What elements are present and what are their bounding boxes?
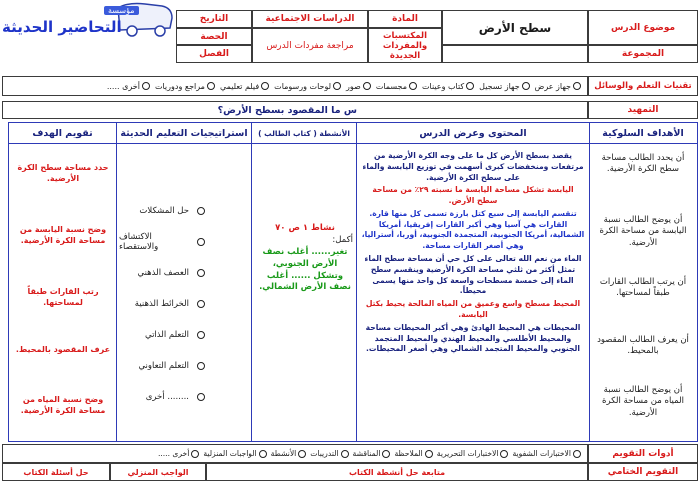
homework-label: الواجب المنزلي (110, 463, 206, 481)
period-label: الحصة (176, 28, 252, 45)
checkbox-option[interactable] (437, 449, 511, 458)
bullet-circle-icon[interactable] (197, 331, 205, 339)
class-label: الفصل (176, 45, 252, 63)
strategy-label: التعلم الذاتي (144, 329, 189, 340)
option-label: جهاز عرض (534, 81, 571, 91)
option-label: الاختبارات الشفوية (512, 449, 571, 458)
group-label: المجموعة (588, 45, 698, 63)
content-p5: المحيط مسطح واسع وعميق من المياه المالحة يحيط بكتل اليابسة. (365, 299, 581, 319)
activity-instruction: أكمل: (332, 234, 353, 245)
radio-circle-icon[interactable] (142, 82, 150, 90)
radio-circle-icon[interactable] (298, 450, 306, 458)
radio-circle-icon[interactable] (573, 82, 581, 90)
strategy-item[interactable] (119, 319, 247, 350)
assessment-item: وضح نسبة اليابسة من مساحة الكرة الأرضية. (19, 225, 107, 245)
option-label: أخرى ..... (106, 81, 140, 91)
strategy-item[interactable] (119, 350, 247, 381)
objective-item: أن يوضح الطالب نسبة اليابسة من مساحة الكرة الأرضية. (599, 215, 687, 248)
radio-circle-icon[interactable] (341, 450, 349, 458)
bullet-circle-icon[interactable] (197, 207, 205, 215)
objective-item: أن يحدد الطالب مساحة سطح الكرة الأرضية. (601, 153, 685, 175)
radio-circle-icon[interactable] (259, 450, 267, 458)
checkbox-option[interactable] (220, 82, 271, 91)
checkbox-option[interactable] (535, 82, 583, 91)
strategy-item[interactable] (119, 257, 247, 288)
subject-label: المادة (368, 10, 442, 28)
content-p1: يقصد بسطح الأرض كل ما على وجه الكرة الأرضية من مرتفعات ومنخفضات كبرى أسهمت في توزيع اليابسة والماء على سطح الكرة الأرضية. (362, 151, 584, 182)
checkbox-option[interactable] (274, 82, 343, 91)
objective-item: أن يعرف الطالب المقصود بالمحيط. (597, 335, 689, 357)
option-label: كتاب وعينات (422, 81, 465, 91)
option-label: التدريبات (310, 449, 339, 458)
col-head-activities: الأنشطة ( كتاب الطالب ) (251, 123, 356, 143)
radio-circle-icon[interactable] (573, 450, 581, 458)
checkbox-option[interactable] (422, 82, 476, 91)
assessment-item: حدد مساحة سطح الكرة الأرضية. (17, 163, 109, 183)
evaluation-row (2, 444, 588, 463)
logo-top-text: مؤسسة (104, 6, 139, 15)
checkbox-option[interactable] (353, 449, 393, 458)
option-label: فيلم تعليمي (219, 81, 260, 91)
review-value: مراجعة مفردات الدرس (252, 28, 368, 63)
date-label: التاريخ (176, 10, 252, 28)
checkbox-option[interactable] (271, 449, 309, 458)
lesson-topic-label: موضوع الدرس (588, 10, 698, 45)
strategies-list (119, 195, 247, 412)
final-activity: متابعة حل أنشطة الكتاب (206, 463, 588, 481)
strategy-label: أخرى ........ (145, 391, 189, 402)
objective-item: أن يوضح الطالب نسبة المياه من مساحة الكرة الأرضية. (602, 385, 684, 418)
option-label: الواجبات المنزلية (203, 449, 257, 458)
option-label: المناقشة (352, 449, 381, 458)
radio-circle-icon[interactable] (382, 450, 390, 458)
lesson-title: سطح الأرض (442, 10, 588, 45)
content-p3: تنقسم اليابسة إلى سبع كتل بارزة تسمى كل منها قارة. القارات هي آسيا وهي أكبر القارات إفريقيا، أمريكا الشمالية، أمريكا الجنوبية، المتجمدة الجنوبية، أوربا، أستراليا، وهي أصغر القارات مساحة. (361, 208, 585, 251)
intro-label: التمهيد (588, 101, 698, 119)
assessment-list (13, 163, 113, 417)
checkbox-option[interactable] (158, 449, 201, 458)
tools-row (2, 76, 588, 96)
strategy-item[interactable] (119, 288, 247, 319)
logo (0, 0, 176, 42)
option-label: أخرى ..... (157, 449, 190, 458)
content-p6: المحيطات هي المحيط الهادئ وهي أكبر المحيطات مساحة والمحيط الأطلسي والمحيط الهندي والمحيط المتجمد الجنوبي والمحيط المتجمد الشمالي وهي أصغر المحيطات. (365, 322, 581, 354)
objective-item: أن يرتب الطالب القارات طبقاً لمساحتها. (599, 277, 687, 299)
radio-circle-icon[interactable] (191, 450, 199, 458)
homework-text: حل أسئلة الكتاب (2, 463, 110, 481)
assessment-item: وضح نسبة المياه من مساحة الكرة الأرضية. (20, 395, 106, 415)
col-head-objectives: الأهداف السلوكية (589, 123, 696, 143)
checkbox-option[interactable] (107, 82, 152, 91)
bullet-circle-icon[interactable] (197, 393, 205, 401)
checkbox-option[interactable] (394, 449, 434, 458)
strategy-item[interactable] (119, 381, 247, 412)
col-head-strategies: استراتيجيات التعليم الحديثة (116, 123, 251, 143)
radio-circle-icon[interactable] (207, 82, 215, 90)
bullet-circle-icon[interactable] (197, 269, 205, 277)
activity-ref: نشاط ١ ص ٧٠ (275, 223, 335, 233)
strategy-label: الاكتشاف والاستقصاء (119, 231, 159, 252)
assessment-item: عرف المقصود بالمحيط. (15, 345, 111, 354)
option-label: مجسمات (375, 81, 407, 91)
content-p4: الماء من نعم الله تعالى على كل حي أن مساحة سطح الماء تمثل أكثر من ثلثي مساحة الكرة الأرضية وينقسم سطح الماء إلى خمسة مسطحات واسعة كل واحد منها يسمى محيطاً. (364, 254, 582, 296)
checkbox-option[interactable] (346, 82, 373, 91)
radio-circle-icon[interactable] (425, 450, 433, 458)
strategy-label: التعلم التعاوني (138, 360, 189, 371)
option-label: جهاز تسجيل (479, 81, 520, 91)
checkbox-option[interactable] (512, 449, 583, 458)
bullet-circle-icon[interactable] (197, 300, 205, 308)
col-head-assessment: تقويم الهدف (32, 127, 93, 139)
radio-circle-icon[interactable] (333, 82, 341, 90)
strategy-item[interactable] (119, 226, 247, 257)
checkbox-option[interactable] (376, 82, 419, 91)
activity-text: تغير...... أغلب نصف الأرض الجنوبي، وتشكل ...... أغلب نصف الأرض الشمالي. (259, 246, 351, 293)
subject-value: الدراسات الاجتماعية (252, 10, 368, 28)
radio-circle-icon[interactable] (261, 82, 269, 90)
activities-block (257, 223, 353, 294)
tools-label: تقنيات التعلم والوسائل (588, 76, 698, 96)
checkbox-option[interactable] (479, 82, 531, 91)
strategy-label: الخرائط الذهنية (134, 298, 189, 309)
content-block (361, 151, 585, 355)
objectives-list (593, 153, 693, 419)
radio-circle-icon[interactable] (522, 82, 530, 90)
strategy-item[interactable] (119, 195, 247, 226)
option-label: الأنشطة (270, 449, 297, 458)
col-head-content: المحتوى وعرض الدرس (356, 123, 589, 143)
checkbox-option[interactable] (310, 449, 350, 458)
gains-label: المكتسبات والمفردات الجديدة (368, 28, 442, 63)
checkbox-option[interactable] (203, 449, 268, 458)
logo-main-text: التحاضير الحديثة (2, 18, 122, 36)
radio-circle-icon[interactable] (500, 450, 508, 458)
intro-row (2, 101, 588, 119)
content-p2: اليابسة تشكل مساحة اليابسة ما نسبته ٢٩٪ من مساحة سطح الأرض. (372, 185, 574, 206)
radio-circle-icon[interactable] (409, 82, 417, 90)
strategy-label: حل المشكلات (139, 205, 189, 216)
option-label: مراجع ودوريات (154, 81, 205, 91)
radio-circle-icon[interactable] (466, 82, 474, 90)
evaluation-label: أدوات التقويم (588, 444, 698, 463)
option-label: لوحات ورسومات (274, 81, 332, 91)
option-label: صور (346, 81, 361, 91)
checkbox-option[interactable] (155, 82, 217, 91)
bullet-circle-icon[interactable] (197, 362, 205, 370)
option-label: الملاحظة (394, 449, 423, 458)
bullet-circle-icon[interactable] (197, 238, 205, 246)
assessment-item: رتب القارات طبقاً لمساحتها. (27, 287, 99, 307)
group-value (442, 45, 588, 63)
main-table (8, 122, 698, 442)
radio-circle-icon[interactable] (363, 82, 371, 90)
option-label: الاختبارات التحريرية (436, 449, 499, 458)
final-label: التقويم الختامي (588, 463, 698, 481)
strategy-label: العصف الذهني (137, 267, 189, 278)
intro-text: س ما المقصود بسطح الأرض؟ (217, 105, 357, 116)
